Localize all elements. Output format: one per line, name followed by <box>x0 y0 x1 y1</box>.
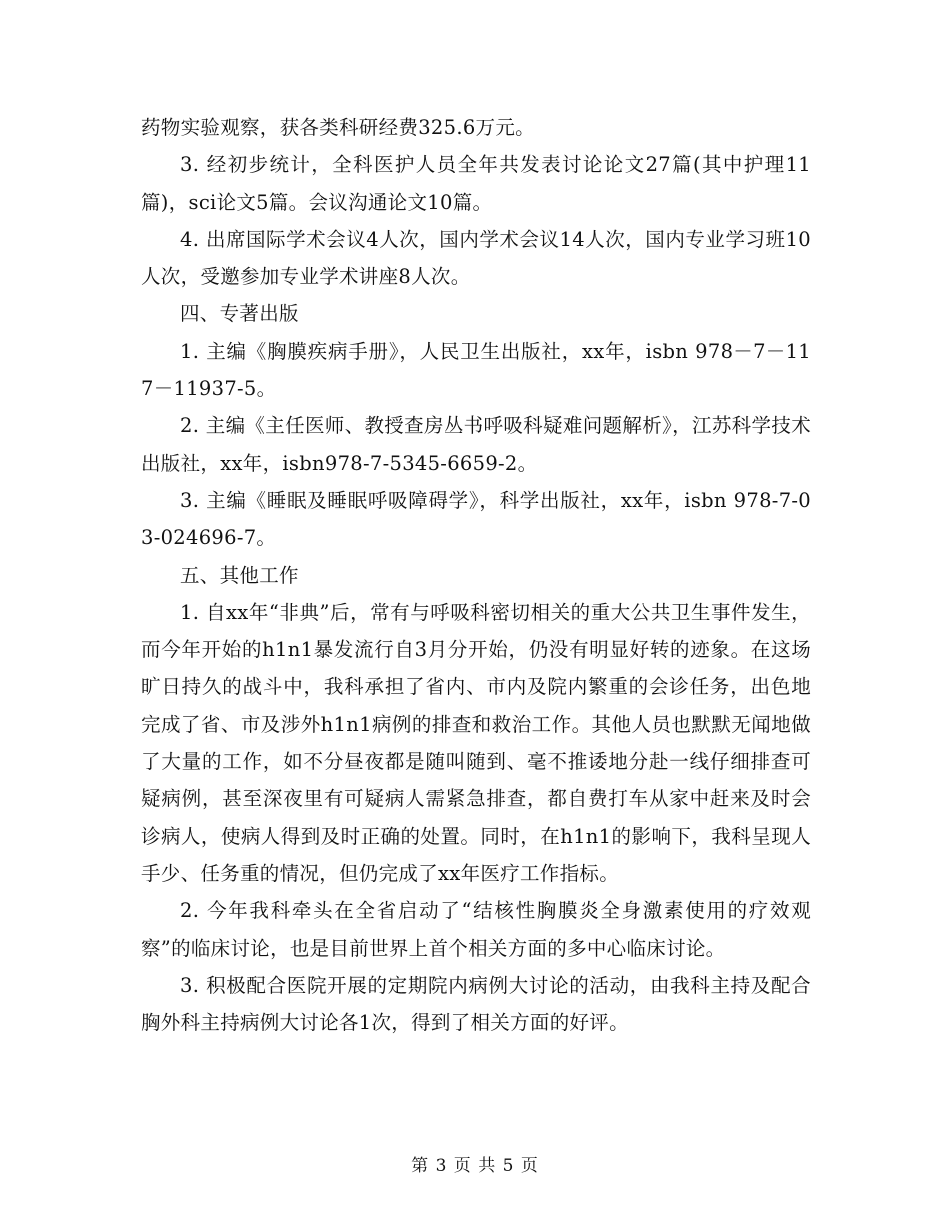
section-heading-monographs: 四、专著出版 <box>180 302 299 326</box>
paragraph-monograph-3: 3. 主编《睡眠及睡眠呼吸障碍学》，科学出版社，xx年，isbn 978-7-03-024696-7。 <box>141 488 811 550</box>
paragraph-other-work-1: 1. 自xx年“非典”后，常有与呼吸科密切相关的重大公共卫生事件发生，而今年开始的h1n1暴发流行自3月分开始，仍没有明显好转的迹象。在这场旷日持久的战斗中，我科承担了省内、市内及院内繁重的会诊任务，出色地完成了省、市及涉外h1n1病例的排查和救治工作。其他人员也默默无闻地做了大量的工作，如不分昼夜都是随叫随到、毫不推诿地分赴一线仔细排查可疑病例，甚至深夜里有可疑病人需紧急排查，都自费打车从家中赶来及时会诊病人，使病人得到及时正确的处置。同时，在h1n1的影响下，我科呈现人手少、任务重的情况，但仍完成了xx年医疗工作指标。 <box>141 600 811 885</box>
page-number-footer: 第 3 页 共 5 页 <box>411 1156 539 1176</box>
paragraph-monograph-1: 1. 主编《胸膜疾病手册》，人民卫生出版社，xx年，isbn 978－7－117－11937-5。 <box>141 339 811 401</box>
paragraph-item-3-papers: 3. 经初步统计，全科医护人员全年共发表讨论论文27篇(其中护理11篇)，sci论文5篇。会议沟通论文10篇。 <box>141 153 811 214</box>
paragraph-monograph-2: 2. 主编《主任医师、教授查房丛书呼吸科疑难问题解析》，江苏科学技术出版社，xx年，isbn978-7-5345-6659-2。 <box>141 414 811 475</box>
section-heading-other-work: 五、其他工作 <box>180 563 299 587</box>
paragraph-item-4-conferences: 4. 出席国际学术会议4人次，国内学术会议14人次，国内专业学习班10人次，受邀参加专业学术讲座8人次。 <box>141 227 811 289</box>
paragraph-continuation: 药物实验观察，获各类科研经费325.6万元。 <box>141 116 535 139</box>
paragraph-other-work-2: 2. 今年我科牵头在全省启动了“结核性胸膜炎全身激素使用的疗效观察”的临床讨论，也是目前世界上首个相关方面的多中心临床讨论。 <box>141 899 811 960</box>
document-body <box>141 109 811 1041</box>
paragraph-other-work-3: 3. 积极配合医院开展的定期院内病例大讨论的活动，由我科主持及配合胸外科主持病例大讨论各1次，得到了相关方面的好评。 <box>141 973 811 1035</box>
